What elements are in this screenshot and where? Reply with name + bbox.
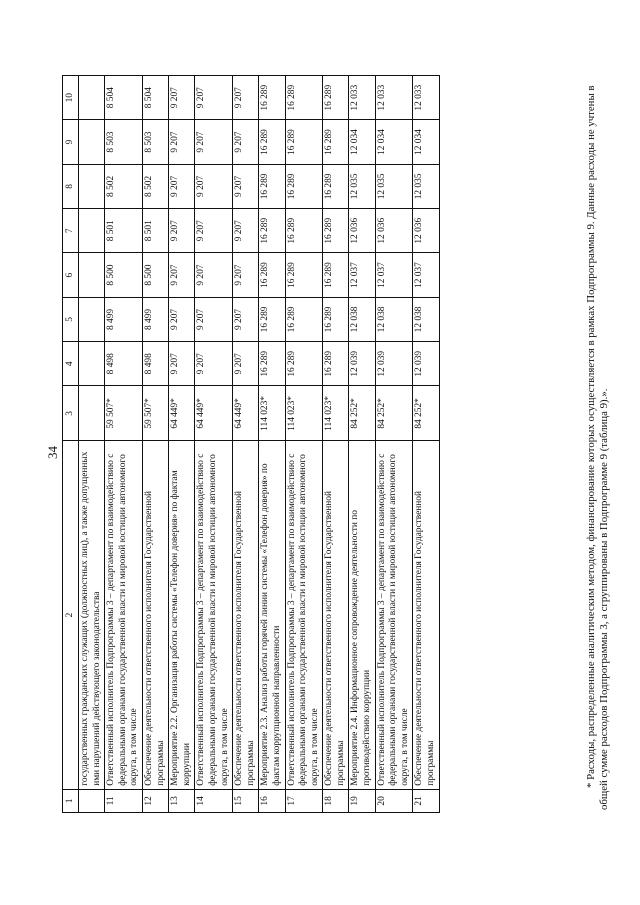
row-value: 12 037: [349, 253, 375, 297]
row-description: государственных гражданских служащих (должностных лиц), а также допущенных ими нарушений действующего законодательства: [79, 441, 105, 789]
row-description: Ответственный исполнитель Подпрограммы 3 – департамент по взаимодействию с федеральными органами государственной власти и мировой юстиции автономного округа, в том числе: [105, 441, 143, 789]
row-value: 12 037: [375, 253, 413, 297]
row-value: [79, 342, 105, 386]
row-value: 12 035: [375, 164, 413, 208]
row-description: Ответственный исполнитель Подпрограммы 3 – департамент по взаимодействию с федеральными органами государственной власти и мировой юстиции автономного округа, в том числе: [375, 441, 413, 789]
row-value: 16 289: [285, 297, 323, 341]
row-value: 16 289: [259, 164, 285, 208]
row-value: 9 207: [169, 164, 195, 208]
row-value: 9 207: [195, 209, 233, 253]
row-value: 12 039: [413, 342, 439, 386]
row-value: 12 034: [349, 120, 375, 164]
row-number: 18: [323, 789, 349, 812]
row-value: 9 207: [169, 209, 195, 253]
row-value: 9 207: [195, 297, 233, 341]
row-value: 16 289: [323, 253, 349, 297]
row-value: 16 289: [285, 76, 323, 120]
row-value: 8 501: [105, 209, 143, 253]
row-value: 64 449*: [195, 386, 233, 441]
col-header: 3: [63, 386, 79, 441]
table-row: [375, 76, 413, 813]
row-value: 12 039: [349, 342, 375, 386]
row-value: 9 207: [169, 76, 195, 120]
row-number: 21: [413, 789, 439, 812]
row-value: 12 035: [349, 164, 375, 208]
row-description: Ответственный исполнитель Подпрограммы 3 – департамент по взаимодействию с федеральными органами государственной власти и мировой юстиции автономного округа, в том числе: [195, 441, 233, 789]
row-value: 9 207: [233, 253, 259, 297]
col-header: 1: [63, 789, 79, 812]
row-number: 12: [142, 789, 168, 812]
row-value: 8 498: [142, 342, 168, 386]
table-row: [413, 76, 439, 813]
row-description: Обеспечение деятельности ответственного исполнителя Государственной программы: [142, 441, 168, 789]
footnote: [585, 70, 611, 810]
col-header: 8: [63, 164, 79, 208]
row-value: 9 207: [233, 120, 259, 164]
row-value: 12 038: [349, 297, 375, 341]
row-value: 9 207: [233, 76, 259, 120]
row-value: [79, 76, 105, 120]
row-value: 16 289: [259, 253, 285, 297]
row-value: 16 289: [285, 253, 323, 297]
row-value: 12 035: [413, 164, 439, 208]
row-value: 9 207: [233, 164, 259, 208]
table-row: [233, 76, 259, 813]
col-header: 2: [63, 441, 79, 789]
row-value: 16 289: [259, 297, 285, 341]
row-value: 64 449*: [169, 386, 195, 441]
row-value: 12 036: [375, 209, 413, 253]
row-value: 8 503: [105, 120, 143, 164]
row-number: 13: [169, 789, 195, 812]
page-number: 34: [45, 446, 60, 459]
row-description: Обеспечение деятельности ответственного исполнителя Государственной программы: [413, 441, 439, 789]
row-value: 16 289: [285, 164, 323, 208]
row-value: 12 036: [413, 209, 439, 253]
row-value: 8 500: [142, 253, 168, 297]
row-value: 114 023*: [285, 386, 323, 441]
col-header: 9: [63, 120, 79, 164]
row-value: 9 207: [195, 120, 233, 164]
row-value: 16 289: [259, 342, 285, 386]
table-row: [105, 76, 143, 813]
col-header: 7: [63, 209, 79, 253]
row-value: 8 499: [142, 297, 168, 341]
row-value: 12 034: [413, 120, 439, 164]
table-row: [259, 76, 285, 813]
row-value: 8 503: [142, 120, 168, 164]
expenditure-table: [62, 75, 440, 813]
row-value: 64 449*: [233, 386, 259, 441]
table-row: [169, 76, 195, 813]
row-value: 12 033: [349, 76, 375, 120]
row-value: 8 504: [142, 76, 168, 120]
row-value: 9 207: [195, 164, 233, 208]
row-value: 9 207: [195, 342, 233, 386]
row-value: 9 207: [195, 253, 233, 297]
row-value: [79, 164, 105, 208]
row-value: 16 289: [285, 120, 323, 164]
row-number: 16: [259, 789, 285, 812]
row-value: 9 207: [233, 209, 259, 253]
row-value: 16 289: [323, 342, 349, 386]
row-value: 8 502: [105, 164, 143, 208]
row-value: 12 033: [413, 76, 439, 120]
row-value: 12 038: [413, 297, 439, 341]
row-description: Мероприятие 2.3. Анализ работы горячей линии системы «Телефон доверия» по фактам коррупционной направленности: [259, 441, 285, 789]
table-row: [142, 76, 168, 813]
row-value: 16 289: [259, 120, 285, 164]
row-number: 17: [285, 789, 323, 812]
row-value: 59 507*: [105, 386, 143, 441]
row-number: 20: [375, 789, 413, 812]
row-value: [79, 120, 105, 164]
row-value: 16 289: [285, 209, 323, 253]
row-description: Обеспечение деятельности ответственного исполнителя Государственной программы: [233, 441, 259, 789]
row-value: 9 207: [169, 120, 195, 164]
row-description: Мероприятие 2.2. Организация работы системы «Телефон доверия» по фактам коррупции: [169, 441, 195, 789]
row-value: 16 289: [259, 209, 285, 253]
row-value: 8 502: [142, 164, 168, 208]
row-value: 9 207: [195, 76, 233, 120]
row-value: [79, 297, 105, 341]
row-value: 12 033: [375, 76, 413, 120]
col-header: 4: [63, 342, 79, 386]
col-header: 10: [63, 76, 79, 120]
row-number: [79, 789, 105, 812]
row-value: 8 500: [105, 253, 143, 297]
row-value: 12 034: [375, 120, 413, 164]
row-value: 12 039: [375, 342, 413, 386]
row-value: [79, 209, 105, 253]
row-number: 11: [105, 789, 143, 812]
footnote-text: * Расходы, распределенные аналитическим методом, финансирование которых осуществляется в рамках Подпрограммы 9. Данные расходы не учтены в общей сумме расходов Подпрограммы 3, а сгруппированы в Подпрограмме 9 (таблица 9).».: [585, 85, 610, 810]
row-value: 12 038: [375, 297, 413, 341]
table-row: [349, 76, 375, 813]
table-row: [323, 76, 349, 813]
row-value: 12 037: [413, 253, 439, 297]
col-header: 6: [63, 253, 79, 297]
row-value: 16 289: [323, 76, 349, 120]
row-value: 9 207: [233, 342, 259, 386]
row-value: 16 289: [259, 76, 285, 120]
row-value: 8 498: [105, 342, 143, 386]
row-value: 84 252*: [375, 386, 413, 441]
table-row: [285, 76, 323, 813]
row-description: Мероприятие 2.4. Информационное сопровождение деятельности по противодействию коррупции: [349, 441, 375, 789]
row-number: 15: [233, 789, 259, 812]
row-number: 19: [349, 789, 375, 812]
row-value: 114 023*: [323, 386, 349, 441]
row-value: [79, 386, 105, 441]
col-header: 5: [63, 297, 79, 341]
table-row: [79, 76, 105, 813]
row-value: 9 207: [233, 297, 259, 341]
row-value: [79, 253, 105, 297]
row-value: 9 207: [169, 297, 195, 341]
row-value: 8 499: [105, 297, 143, 341]
row-value: 59 507*: [142, 386, 168, 441]
row-value: 8 504: [105, 76, 143, 120]
row-value: 114 023*: [259, 386, 285, 441]
row-value: 84 252*: [413, 386, 439, 441]
row-number: 14: [195, 789, 233, 812]
row-description: Обеспечение деятельности ответственного исполнителя Государственной программы: [323, 441, 349, 789]
header-row: [63, 76, 79, 813]
row-value: 9 207: [169, 253, 195, 297]
row-value: 12 036: [349, 209, 375, 253]
row-value: 16 289: [323, 297, 349, 341]
table-row: [195, 76, 233, 813]
row-value: 16 289: [323, 120, 349, 164]
row-value: 84 252*: [349, 386, 375, 441]
row-description: Ответственный исполнитель Подпрограммы 3 – департамент по взаимодействию с федеральными органами государственной власти и мировой юстиции автономного округа, в том числе: [285, 441, 323, 789]
row-value: 16 289: [285, 342, 323, 386]
row-value: 16 289: [323, 164, 349, 208]
row-value: 16 289: [323, 209, 349, 253]
row-value: 9 207: [169, 342, 195, 386]
row-value: 8 501: [142, 209, 168, 253]
